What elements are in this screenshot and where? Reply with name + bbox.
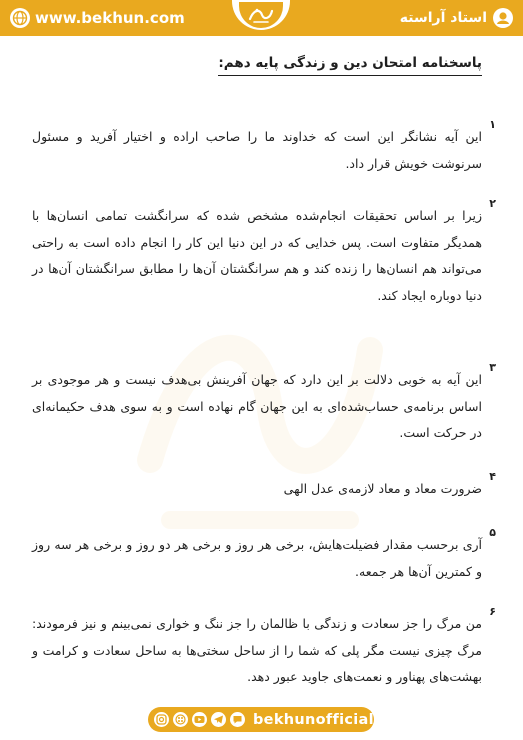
website-link[interactable] [10,7,185,29]
answer-text: من مرگ را جز سعادت و زندگی با ظالمان را جز ننگ و خواری نمی‌بینم و نیز فرمودند: مرگ چیزی نیست مگر پلی که شما را از ساحل سختی‌ها به ساحل سعادت و کرامت و بهشت‌های پهناور و نعمت‌های جاوید عبور دهد. [32,616,482,684]
globe-icon [10,8,30,28]
answer-number: ۱ [489,118,496,131]
aparat-icon[interactable] [173,712,188,727]
social-handle[interactable]: bekhunofficial [253,711,374,728]
page-title: پاسخنامه امتحان دین و زندگی پایه دهم: [218,52,482,76]
answer-text: ضرورت معاد و معاد لازمه‌ی عدل الهی [283,481,482,496]
telegram-icon[interactable] [211,712,226,727]
answer-text: این آیه به خوبی دلالت بر این دارد که جهان آفرینش بی‌هدف نیست و هر موجودی بر اساس برنامه‌ی حساب‌شده‌ای به این جهان گام نهاده است و به سوی هدف حکیمانه‌ای در حرکت است. [32,372,482,440]
answer-6 [32,605,496,691]
top-banner [0,0,523,36]
answer-number: ۵ [489,526,496,539]
answer-text: آری برحسب مقدار فضیلت‌هایش، برخی هر روز و برخی هر دو روز و برخی هر سه روز و کمترین آن‌ها هر جمعه. [32,537,482,579]
teacher-label: استاد آراسته [399,10,487,26]
chat-icon[interactable] [230,712,245,727]
answer-sheet [32,52,482,76]
answer-number: ۶ [489,605,496,618]
youtube-icon[interactable] [192,712,207,727]
answer-number: ۴ [489,470,496,483]
answer-2 [32,197,496,309]
answer-number: ۳ [489,361,496,374]
answer-5 [32,526,496,585]
bekhun-logo [232,0,290,30]
answer-3 [32,361,496,447]
social-footer [148,707,374,732]
answer-4 [32,470,496,503]
user-icon [493,8,513,28]
website-text: www.bekhun.com [35,9,185,27]
answer-text: زیرا بر اساس تحقیقات انجام‌شده مشخص شده که سرانگشت تمامی انسان‌ها با همدیگر متفاوت است. پس خدایی که در این دنیا این کار را انجام داده است به راحتی می‌تواند هم انسان‌ها را زنده کند و هم سرانگشتان آن‌ها را مطابق سرانگشتان آن‌ها در دنیا دوباره ایجاد کند. [32,208,482,303]
instagram-icon[interactable] [154,712,169,727]
teacher-name [400,7,513,29]
answer-text: این آیه نشانگر این است که خداوند ما را صاحب اراده و اختیار آفرید و مسئول سرنوشت خویش قرار داد. [32,129,482,171]
answer-1 [32,118,496,177]
answer-number: ۲ [489,197,496,210]
